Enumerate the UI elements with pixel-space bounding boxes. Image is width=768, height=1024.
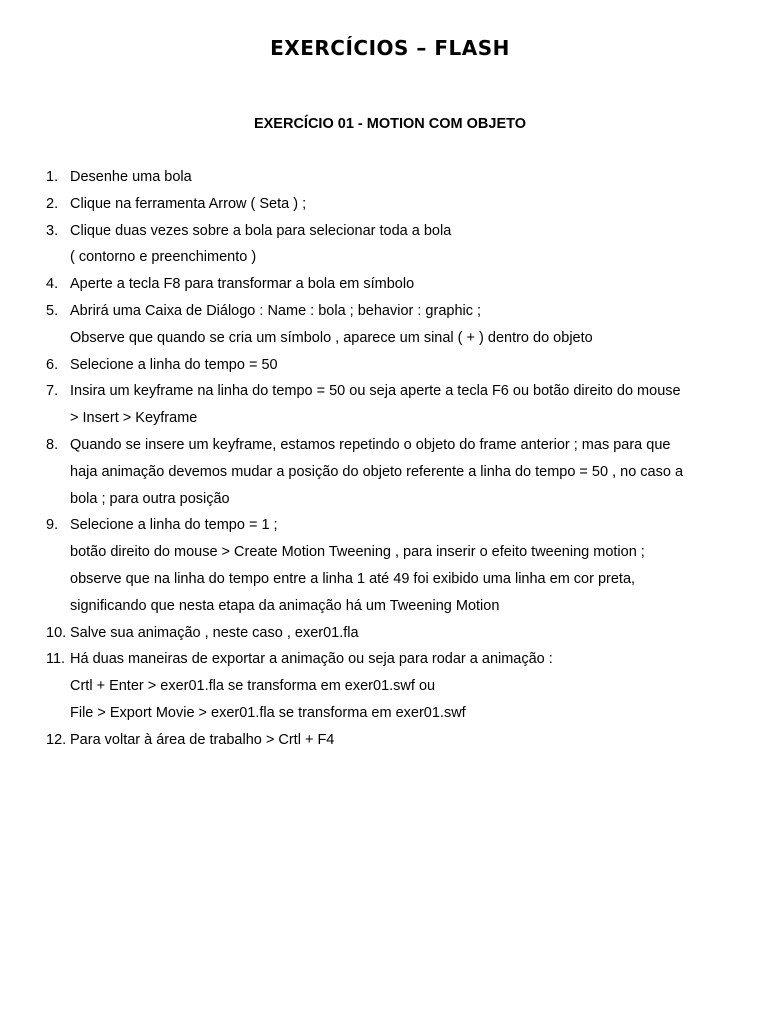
list-item-text: haja animação devemos mudar a posição do objeto referente a linha do tempo = 50 , no caso a <box>70 463 684 480</box>
list-item-number: 3. <box>46 222 59 239</box>
list-item-number: 7. <box>46 383 59 400</box>
list-item-text: Clique na ferramenta Arrow ( Seta ) ; <box>70 195 307 212</box>
list-item-text: File > Export Movie > exer01.fla se transforma em exer01.swf <box>70 704 466 721</box>
list-item <box>0 727 768 754</box>
list-item-text: Para voltar à área de trabalho > Crtl + F4 <box>70 731 335 748</box>
list-item <box>0 620 768 647</box>
list-item-text: Desenhe uma bola <box>70 169 192 185</box>
list-item-text: Crtl + Enter > exer01.fla se transforma em exer01.swf ou <box>70 678 436 695</box>
list-item-number: 10. <box>46 624 67 641</box>
list-item-text: Selecione a linha do tempo = 50 <box>70 356 278 373</box>
list-item <box>0 432 768 512</box>
list-item <box>0 164 768 191</box>
page-title: EXERCÍCIOS – FLASH <box>270 36 510 60</box>
steps-list <box>0 164 768 754</box>
list-item-number: 9. <box>46 517 59 534</box>
list-item <box>0 271 768 298</box>
list-item <box>0 298 768 352</box>
list-item-text: > Insert > Keyframe <box>70 410 198 427</box>
list-item-number: 6. <box>46 356 59 373</box>
list-item <box>0 352 768 379</box>
list-item-text: Há duas maneiras de exportar a animação ou seja para rodar a animação : <box>70 651 553 668</box>
list-item-number: 11. <box>46 651 66 668</box>
list-item-number: 4. <box>46 276 59 293</box>
list-item-text: Observe que quando se cria um símbolo , aparece um sinal ( + ) dentro do objeto <box>70 329 593 346</box>
list-item-text: Quando se insere um keyframe, estamos repetindo o objeto do frame anterior ; mas para que <box>70 436 671 453</box>
exercise-title: EXERCÍCIO 01 - MOTION COM OBJETO <box>253 116 527 132</box>
list-item-text: botão direito do mouse > Create Motion Tweening , para inserir o efeito tweening motion ; <box>70 544 645 561</box>
list-item-text: Aperte a tecla F8 para transformar a bola em símbolo <box>70 276 415 293</box>
list-item-number: 12. <box>46 731 67 748</box>
list-item-text: Salve sua animação , neste caso , exer01.fla <box>70 624 359 641</box>
list-item-number: 8. <box>46 436 59 453</box>
list-item <box>0 646 768 726</box>
list-item <box>0 378 768 432</box>
list-item-text: significando que nesta etapa da animação há um Tweening Motion <box>70 597 500 614</box>
list-item-number: 1. <box>46 169 59 185</box>
list-item-number: 2. <box>46 195 59 212</box>
list-item-number: 5. <box>46 302 59 319</box>
list-item <box>0 191 768 218</box>
list-item-text: ( contorno e preenchimento ) <box>70 249 257 266</box>
list-item <box>0 512 768 619</box>
list-item-text: observe que na linha do tempo entre a linha 1 até 49 foi exibido uma linha em cor preta, <box>70 570 636 587</box>
list-item <box>0 218 768 272</box>
list-item-text: bola ; para outra posição <box>70 490 230 507</box>
list-item-text: Abrirá uma Caixa de Diálogo : Name : bola ; behavior : graphic ; <box>70 302 482 319</box>
list-item-text: Insira um keyframe na linha do tempo = 50 ou seja aperte a tecla F6 ou botão direito do mouse <box>70 383 681 400</box>
list-item-text: Selecione a linha do tempo = 1 ; <box>70 517 278 534</box>
list-item-text: Clique duas vezes sobre a bola para selecionar toda a bola <box>70 222 452 239</box>
